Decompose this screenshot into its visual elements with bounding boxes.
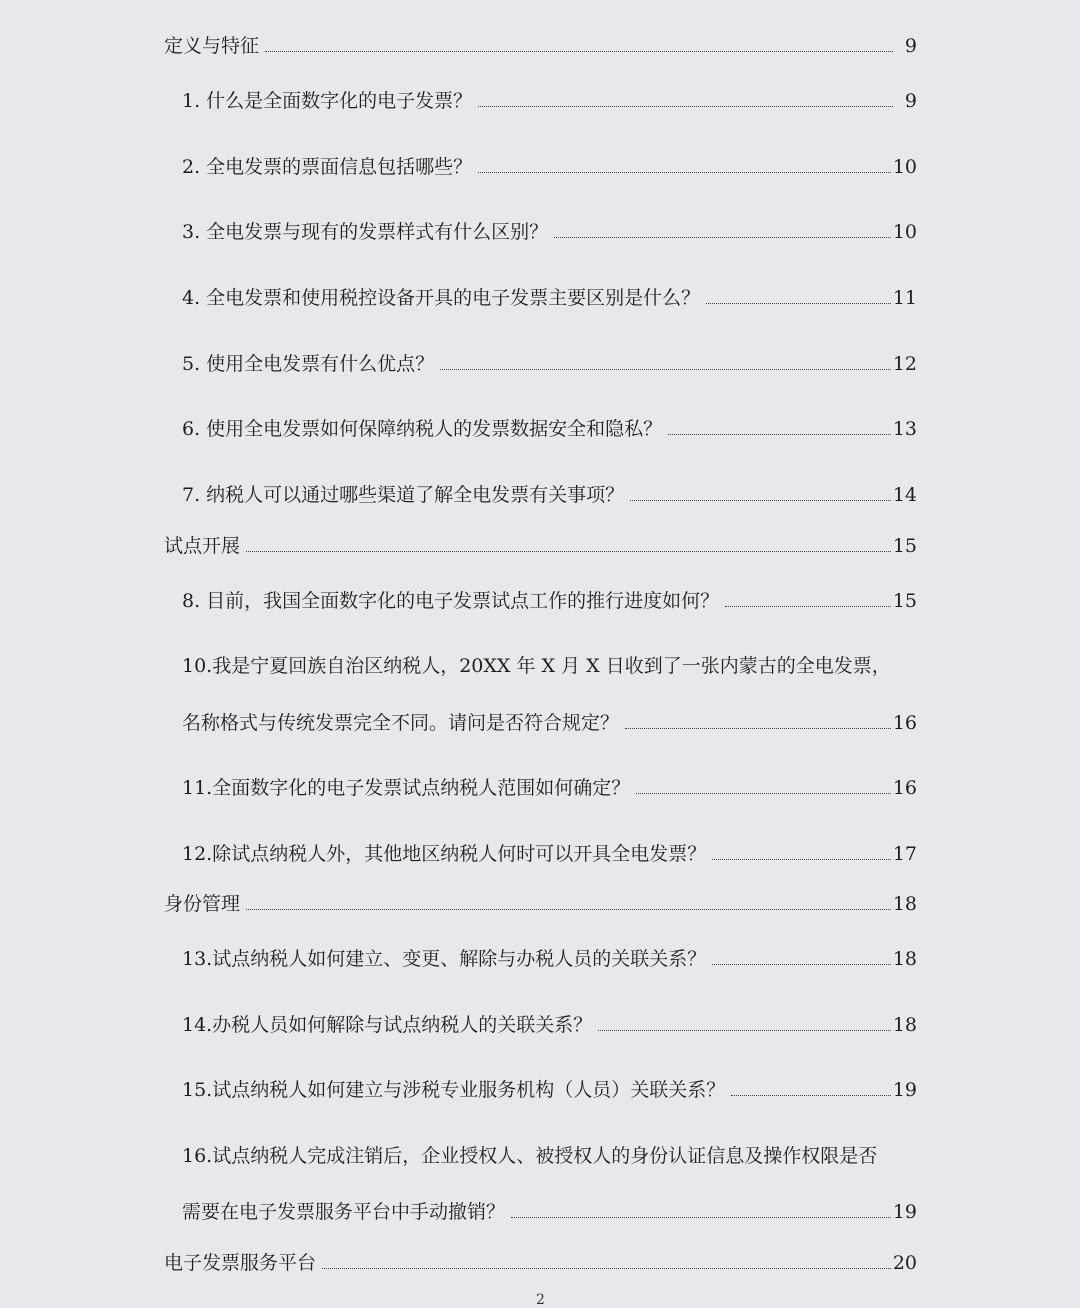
toc-entry-title: 15.试点纳税人如何建立与涉税专业服务机构（人员）关联关系？ [182, 1079, 726, 1101]
toc-page-number: 13 [892, 418, 917, 440]
toc-item-5[interactable] [182, 352, 917, 376]
toc-item-4[interactable] [182, 286, 917, 310]
toc-leader-dots [246, 550, 891, 552]
toc-section-pilot[interactable] [164, 534, 917, 558]
toc-leader-dots [668, 433, 891, 435]
toc-item-2[interactable] [182, 155, 917, 179]
toc-item-16-first-line[interactable]: 16.试点纳税人完成注销后，企业授权人、被授权人的身份认证信息及操作权限是否 [182, 1145, 878, 1167]
toc-leader-dots [630, 499, 891, 501]
toc-item-8[interactable] [182, 589, 917, 613]
toc-leader-dots [725, 605, 891, 607]
toc-entry-title: 13.试点纳税人如何建立、变更、解除与办税人员的关联关系？ [182, 948, 707, 970]
toc-section-definition[interactable] [164, 34, 917, 58]
toc-leader-dots [598, 1029, 891, 1031]
toc-entry-title: 2. 全电发票的票面信息包括哪些？ [182, 156, 473, 178]
page-number: 2 [536, 1292, 545, 1308]
toc-page-number: 10 [892, 221, 917, 243]
toc-leader-dots [554, 236, 891, 238]
toc-page-number: 19 [892, 1201, 917, 1223]
toc-page-number: 14 [892, 484, 917, 506]
toc-page-number: 11 [892, 287, 917, 309]
toc-item-3[interactable] [182, 220, 917, 244]
toc-entry-title: 5. 使用全电发票有什么优点？ [182, 353, 435, 375]
toc-item-10-first-line[interactable]: 10.我是宁夏回族自治区纳税人，20XX 年 X 月 X 日收到了一张内蒙古的全电发票， [182, 655, 891, 677]
toc-page-number: 19 [892, 1079, 917, 1101]
toc-item-13[interactable] [182, 947, 917, 971]
toc-page-number: 18 [892, 1014, 917, 1036]
toc-entry-title: 11.全面数字化的电子发票试点纳税人范围如何确定？ [182, 777, 631, 799]
toc-item-10[interactable] [182, 711, 917, 735]
toc-page-number: 16 [892, 777, 917, 799]
toc-entry-title: 身份管理 [164, 893, 241, 915]
toc-page-number: 18 [892, 948, 917, 970]
toc-entry-title: 3. 全电发票与现有的发票样式有什么区别？ [182, 221, 549, 243]
toc-entry-title: 12.除试点纳税人外，其他地区纳税人何时可以开具全电发票？ [182, 843, 707, 865]
toc-leader-dots [322, 1267, 891, 1269]
toc-entry-title: 定义与特征 [164, 35, 260, 57]
toc-item-1[interactable] [182, 89, 917, 113]
toc-entry-title: 1. 什么是全面数字化的电子发票？ [182, 90, 473, 112]
toc-item-15[interactable] [182, 1078, 917, 1102]
toc-item-14[interactable] [182, 1013, 917, 1037]
toc-page-number: 9 [904, 35, 917, 57]
toc-leader-dots [712, 858, 891, 860]
toc-page-number: 10 [892, 156, 917, 178]
toc-leader-dots [511, 1216, 891, 1218]
toc-leader-dots [625, 727, 891, 729]
toc-page-number: 16 [892, 712, 917, 734]
toc-entry-title: 14.办税人员如何解除与试点纳税人的关联关系？ [182, 1014, 593, 1036]
toc-entry-title: 电子发票服务平台 [164, 1252, 317, 1274]
toc-entry-title: 需要在电子发票服务平台中手动撤销？ [182, 1201, 506, 1223]
toc-leader-dots [706, 302, 891, 304]
toc-leader-dots [712, 963, 891, 965]
toc-leader-dots [731, 1094, 891, 1096]
toc-leader-dots [478, 105, 893, 107]
toc-entry-title: 试点开展 [164, 535, 241, 557]
toc-item-11[interactable] [182, 776, 917, 800]
toc-entry-title: 6. 使用全电发票如何保障纳税人的发票数据安全和隐私？ [182, 418, 663, 440]
toc-leader-dots [265, 50, 893, 52]
toc-item-6[interactable] [182, 417, 917, 441]
toc-page-number: 15 [892, 535, 917, 557]
toc-item-16[interactable] [182, 1200, 917, 1224]
toc-item-12[interactable] [182, 842, 917, 866]
toc-section-identity[interactable] [164, 892, 917, 916]
toc-page-number: 20 [892, 1252, 917, 1274]
toc-item-7[interactable] [182, 483, 917, 507]
toc-page-number: 17 [892, 843, 917, 865]
toc-entry-title: 7. 纳税人可以通过哪些渠道了解全电发票有关事项？ [182, 484, 625, 506]
toc-entry-title: 8. 目前，我国全面数字化的电子发票试点工作的推行进度如何？ [182, 590, 720, 612]
toc-leader-dots [246, 908, 891, 910]
toc-leader-dots [440, 368, 891, 370]
toc-leader-dots [478, 171, 891, 173]
toc-page-number: 12 [892, 353, 917, 375]
toc-section-platform[interactable] [164, 1251, 917, 1275]
toc-page-number: 15 [892, 590, 917, 612]
toc-entry-title: 名称格式与传统发票完全不同。请问是否符合规定？ [182, 712, 620, 734]
toc-entry-title: 4. 全电发票和使用税控设备开具的电子发票主要区别是什么？ [182, 287, 701, 309]
toc-leader-dots [636, 792, 891, 794]
toc-page-number: 9 [904, 90, 917, 112]
toc-page-number: 18 [892, 893, 917, 915]
